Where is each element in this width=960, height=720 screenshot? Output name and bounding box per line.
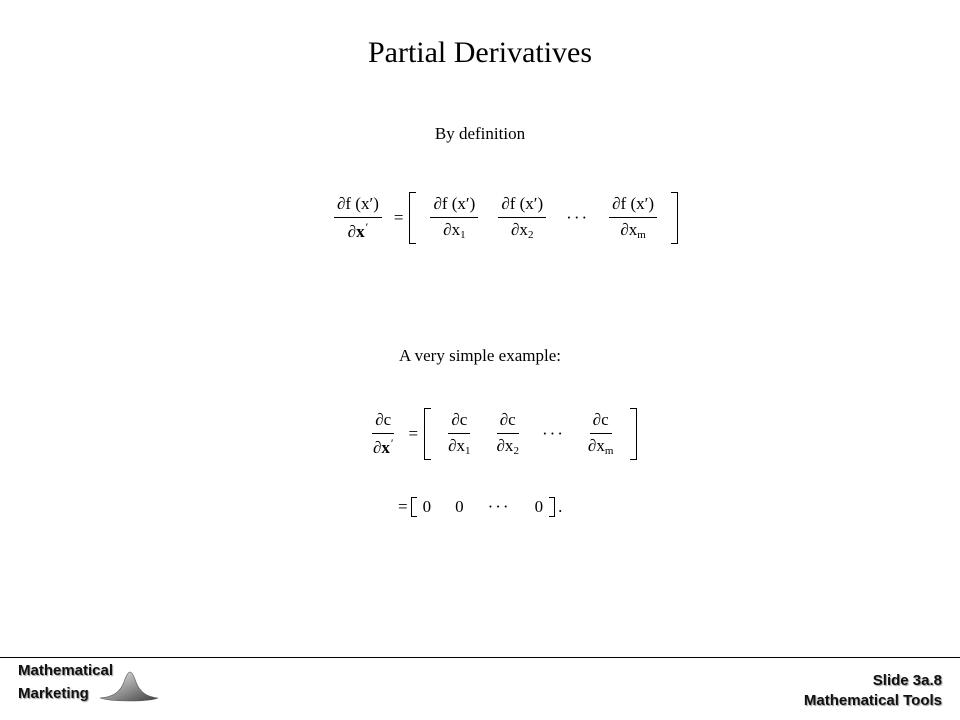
right-bracket <box>549 497 555 517</box>
slide-title: Partial Derivatives <box>367 36 593 69</box>
example-label: A very simple example: <box>399 346 561 365</box>
logo-line-1: Mathematical <box>18 662 114 679</box>
definition-equation: $\frac{\partial f (x')}{\partial x'}$ = $\frac{\partial f (x')}{\partial x_1}$ $\frac{\partial f (x')}{\partial x_2}$ ··· $\frac{\partial f (x')}{\partial x_m}$ <box>328 192 678 244</box>
partial-term-m: $\frac{\partial f (x')}{\partial x_m}$ <box>609 194 657 242</box>
partial-term-2: $\frac{\partial f (x')}{\partial x_2}$ <box>498 194 546 242</box>
right-bracket <box>630 408 637 460</box>
lhs-fraction: $\frac{\partial c}{\partial x'}$ <box>373 410 394 457</box>
ellipsis: ··· <box>541 424 565 443</box>
logo-line-2: Marketing <box>18 685 89 702</box>
partial-term-1: $\frac{\partial c}{\partial x_1}$ <box>448 410 471 457</box>
lhs-fraction: $\frac{\partial f (x')}{\partial x'}$ <box>334 194 382 242</box>
partial-term-1: $\frac{\partial f (x')}{\partial x_1}$ <box>430 194 478 242</box>
footer-divider <box>0 657 960 658</box>
definition-label: By definition <box>434 124 526 143</box>
left-bracket <box>411 497 417 517</box>
example-equation: $\frac{\partial c}{\partial x'}$ = $\frac{\partial c}{\partial x_1}$ $\frac{\partial c}{\partial x_2}$ ··· $\frac{\partial c}{\partial x_m}$ <box>364 408 637 460</box>
slide-number: Slide 3a.8 <box>872 672 942 689</box>
left-bracket <box>424 408 431 460</box>
zero-vector-equation: = 0 0 ··· 0 . <box>398 497 563 516</box>
bell-curve-logo-icon <box>98 666 160 706</box>
section-title: Mathematical Tools <box>803 692 942 709</box>
right-bracket <box>671 192 678 244</box>
ellipsis: ··· <box>566 208 590 227</box>
left-bracket <box>409 192 416 244</box>
partial-term-m: $\frac{\partial c}{\partial x_m}$ <box>587 410 614 457</box>
partial-term-2: $\frac{\partial c}{\partial x_2}$ <box>496 410 519 457</box>
